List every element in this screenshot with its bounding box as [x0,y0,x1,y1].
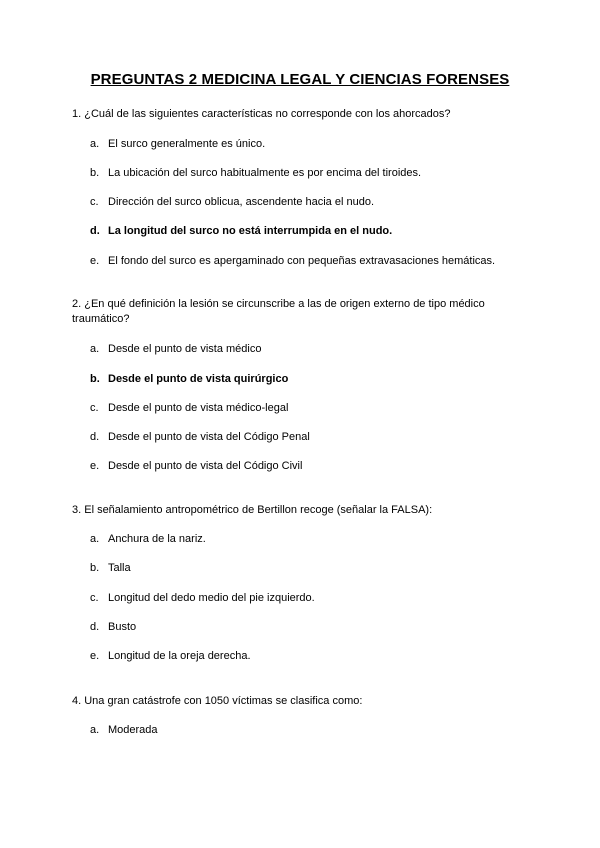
q1-option-d-correct [90,224,392,238]
q1-option-b [90,166,421,180]
option-text: Desde el punto de vista quirúrgico [108,373,289,385]
question-2: 2. ¿En qué definición la lesión se circunscribe a las de origen externo de tipo médico traumático? [72,298,485,325]
option-letter: a. [90,343,100,355]
q1-option-a [90,137,265,151]
option-letter: c. [90,402,99,414]
option-letter: a. [90,724,100,736]
option-letter: b. [90,373,100,385]
q2-option-c [90,401,288,415]
q2-option-e [90,459,302,473]
option-letter: d. [90,431,100,443]
option-letter: d. [90,621,100,633]
q2-option-d [90,430,310,444]
option-letter: b. [90,167,100,179]
question-3: 3. El señalamiento antropométrico de Bertillon recoge (señalar la FALSA): [72,504,433,516]
option-text: Dirección del surco oblicua, ascendente hacia el nudo. [108,196,374,208]
option-letter: a. [90,533,100,545]
option-letter: e. [90,650,100,662]
q2-option-a [90,342,261,356]
q3-option-b [90,561,131,575]
option-letter: c. [90,592,99,604]
q3-option-e [90,649,251,663]
option-text: Talla [108,562,131,574]
option-text: Longitud del dedo medio del pie izquierdo. [108,592,315,604]
q3-option-a [90,532,206,546]
option-letter: d. [90,225,100,237]
option-text: Longitud de la oreja derecha. [108,650,251,662]
question-1: 1. ¿Cuál de las siguientes características no corresponde con los ahorcados? [72,108,451,120]
option-text: Desde el punto de vista médico-legal [108,402,289,414]
option-letter: c. [90,196,99,208]
option-letter: a. [90,138,100,150]
question-4: 4. Una gran catástrofe con 1050 víctimas se clasifica como: [72,695,363,707]
option-letter: b. [90,562,100,574]
document-title: PREGUNTAS 2 MEDICINA LEGAL Y CIENCIAS FORENSES [90,71,510,88]
option-text: La longitud del surco no está interrumpida en el nudo. [108,225,393,237]
q1-option-c [90,195,374,209]
q4-option-a [90,723,158,737]
option-text: La ubicación del surco habitualmente es por encima del tiroides. [108,167,422,179]
q1-option-e [90,254,495,268]
option-text: Desde el punto de vista médico [108,343,262,355]
option-text: Moderada [108,724,158,736]
option-letter: e. [90,255,100,267]
option-text: Anchura de la nariz. [108,533,206,545]
option-text: Desde el punto de vista del Código Civil [108,460,303,472]
q3-option-c [90,591,315,605]
option-text: Desde el punto de vista del Código Penal [108,431,310,443]
option-text: El surco generalmente es único. [108,138,266,150]
option-letter: e. [90,460,100,472]
q2-option-b-correct [90,372,288,386]
option-text: Busto [108,621,137,633]
option-text: El fondo del surco es apergaminado con pequeñas extravasaciones hemáticas. [108,255,496,267]
q3-option-d [90,620,136,634]
